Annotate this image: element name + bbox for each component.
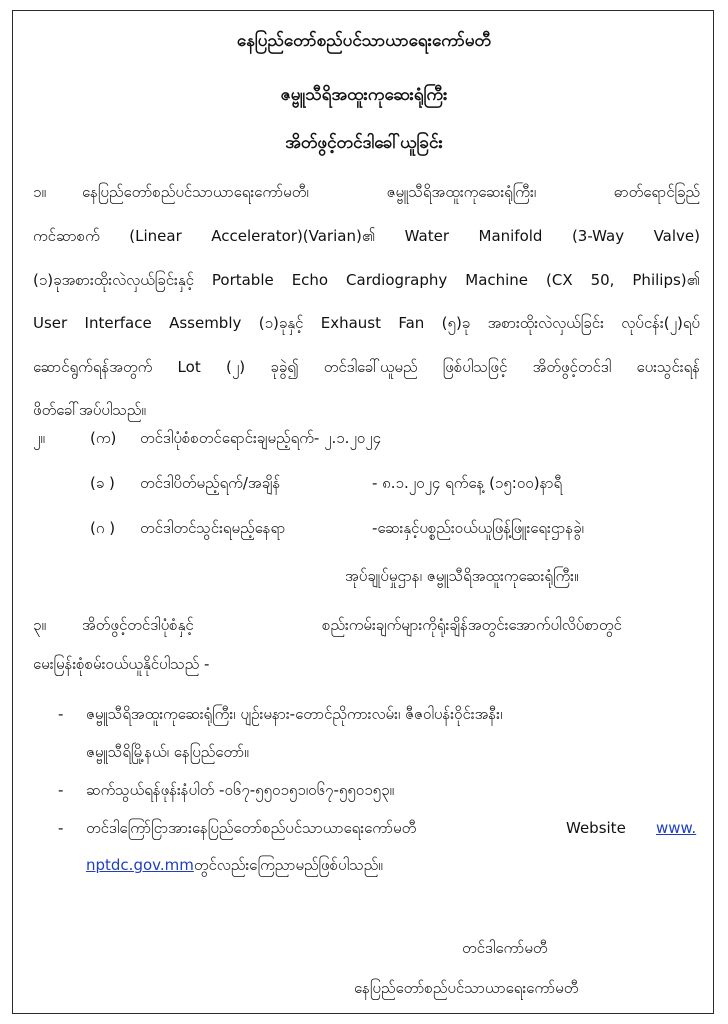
notice-title: အိတ်ဖွင့်တင်ဒါခေါ်ယူခြင်း bbox=[285, 133, 443, 153]
item-text: တင်ဒါပိတ်မည့်ရက်/အချိန် bbox=[140, 474, 281, 492]
para1-line: ဆောင်ရွက်ရန်အတွက် Lot (၂) ခုခွဲ၍ တင်ဒါခေါ်ယူမည် ဖြစ်ပါသဖြင့် အိတ်ဖွင့်တင်ဒါ ပေးသွင်းရန် bbox=[33, 358, 700, 376]
item-value: - ၈.၁.၂၀၂၄ ရက်နေ့ (၁၅:၀၀)နာရီ bbox=[372, 474, 563, 492]
bullet-address: ဇမ္ဗူသီရိအထူးကုဆေးရုံကြီး၊ ပျဉ်းမနား-တောင်ညိုကားလမ်း၊ ဇီဇဝါပန်းဝိုင်းအနီး၊ bbox=[86, 705, 503, 723]
para1-line: (၁)ခုအစားထိုးလဲလှယ်ခြင်းနှင့် Portable Echo Cardiography Machine (CX 50, Philips)၏ bbox=[33, 271, 700, 289]
para1-line: နေပြည်တော်စည်ပင်သာယာရေးကော်မတီ၊ ဇမ္ဗူသီရိအထူးကုဆေးရုံကြီး၊ ဓာတ်ရောင်ခြည် bbox=[82, 183, 700, 201]
para1-number: ၁။ bbox=[33, 183, 46, 201]
bullet-website-text: တင်ဒါကြော်ငြာအားနေပြည်တော်စည်ပင်သာယာရေးကော်မတီ bbox=[86, 819, 417, 837]
item-value: -ဆေးနှင့်ပစ္စည်းဝယ်ယူဖြန့်ဖြူးရေးဌာနခွဲ၊ bbox=[372, 519, 584, 537]
item-text: တင်ဒါပုံစံစတင်ရောင်းချမည့်ရက်- ၂.၁.၂၀၂၄ bbox=[140, 429, 382, 447]
hospital-title: ဇမ္ဗူသီရိအထူးကုဆေးရုံကြီး bbox=[280, 85, 448, 105]
item-label: (ခ ) bbox=[90, 474, 115, 492]
bullet-dash: - bbox=[58, 819, 64, 837]
para3-number: ၃။ bbox=[33, 616, 46, 634]
bullet-phone: ဆက်သွယ်ရန်ဖုန်းနံပါတ် -၀၆၇-၅၅၀၁၅၁၊၀၆၇-၅၅၀၁၅၃။ bbox=[86, 781, 395, 799]
para3-line: စည်းကမ်းချက်များကိုရုံးချိန်အတွင်းအောက်ပါလိပ်စာတွင် bbox=[322, 616, 622, 634]
org-title: နေပြည်တော်စည်ပင်သာယာရေးကော်မတီ bbox=[236, 31, 492, 51]
para1-line: User Interface Assembly (၁)ခုနှင့် Exhaust Fan (၅)ခု အစားထိုးလဲလှယ်ခြင်း လုပ်ငန်း(၂)ရပ် bbox=[33, 314, 700, 332]
item-text: တင်ဒါတင်သွင်းရမည့်နေရာ bbox=[140, 519, 286, 537]
bullet-dash: - bbox=[58, 705, 64, 723]
para1-line: ကင်ဆာစက် (Linear Accelerator)(Varian)၏ Water Manifold (3-Way Valve) bbox=[33, 227, 700, 245]
website-line2 bbox=[86, 855, 383, 875]
item-label: (က) bbox=[90, 429, 117, 447]
website-link[interactable]: www. bbox=[656, 819, 697, 837]
signature-committee: တင်ဒါကော်မတီ bbox=[462, 939, 548, 957]
para1-line: ဖိတ်ခေါ်အပ်ပါသည်။ bbox=[33, 401, 146, 419]
para2-number: ၂။ bbox=[33, 429, 45, 447]
bullet-address: ဇမ္ဗူသီရိမြို့နယ်၊ နေပြည်တော်။ bbox=[86, 743, 249, 761]
para3-line: အိတ်ဖွင့်တင်ဒါပုံစံနှင့် bbox=[82, 616, 194, 634]
para3-line: မေးမြန်းစုံစမ်းဝယ်ယူနိုင်ပါသည် - bbox=[33, 655, 210, 673]
website-link[interactable]: nptdc.gov.mm bbox=[86, 856, 194, 874]
item-continuation: အုပ်ချုပ်မှုဌာန၊ ဇမ္ဗူသီရိအထူးကုဆေးရုံကြီး။ bbox=[345, 567, 579, 585]
item-label: (ဂ ) bbox=[90, 519, 116, 537]
website-tail: တွင်လည်းကြေညာမည်ဖြစ်ပါသည်။ bbox=[193, 856, 383, 874]
bullet-dash: - bbox=[58, 781, 64, 799]
website-label: Website bbox=[566, 819, 626, 837]
signature-org: နေပြည်တော်စည်ပင်သာယာရေးကော်မတီ bbox=[354, 979, 579, 997]
